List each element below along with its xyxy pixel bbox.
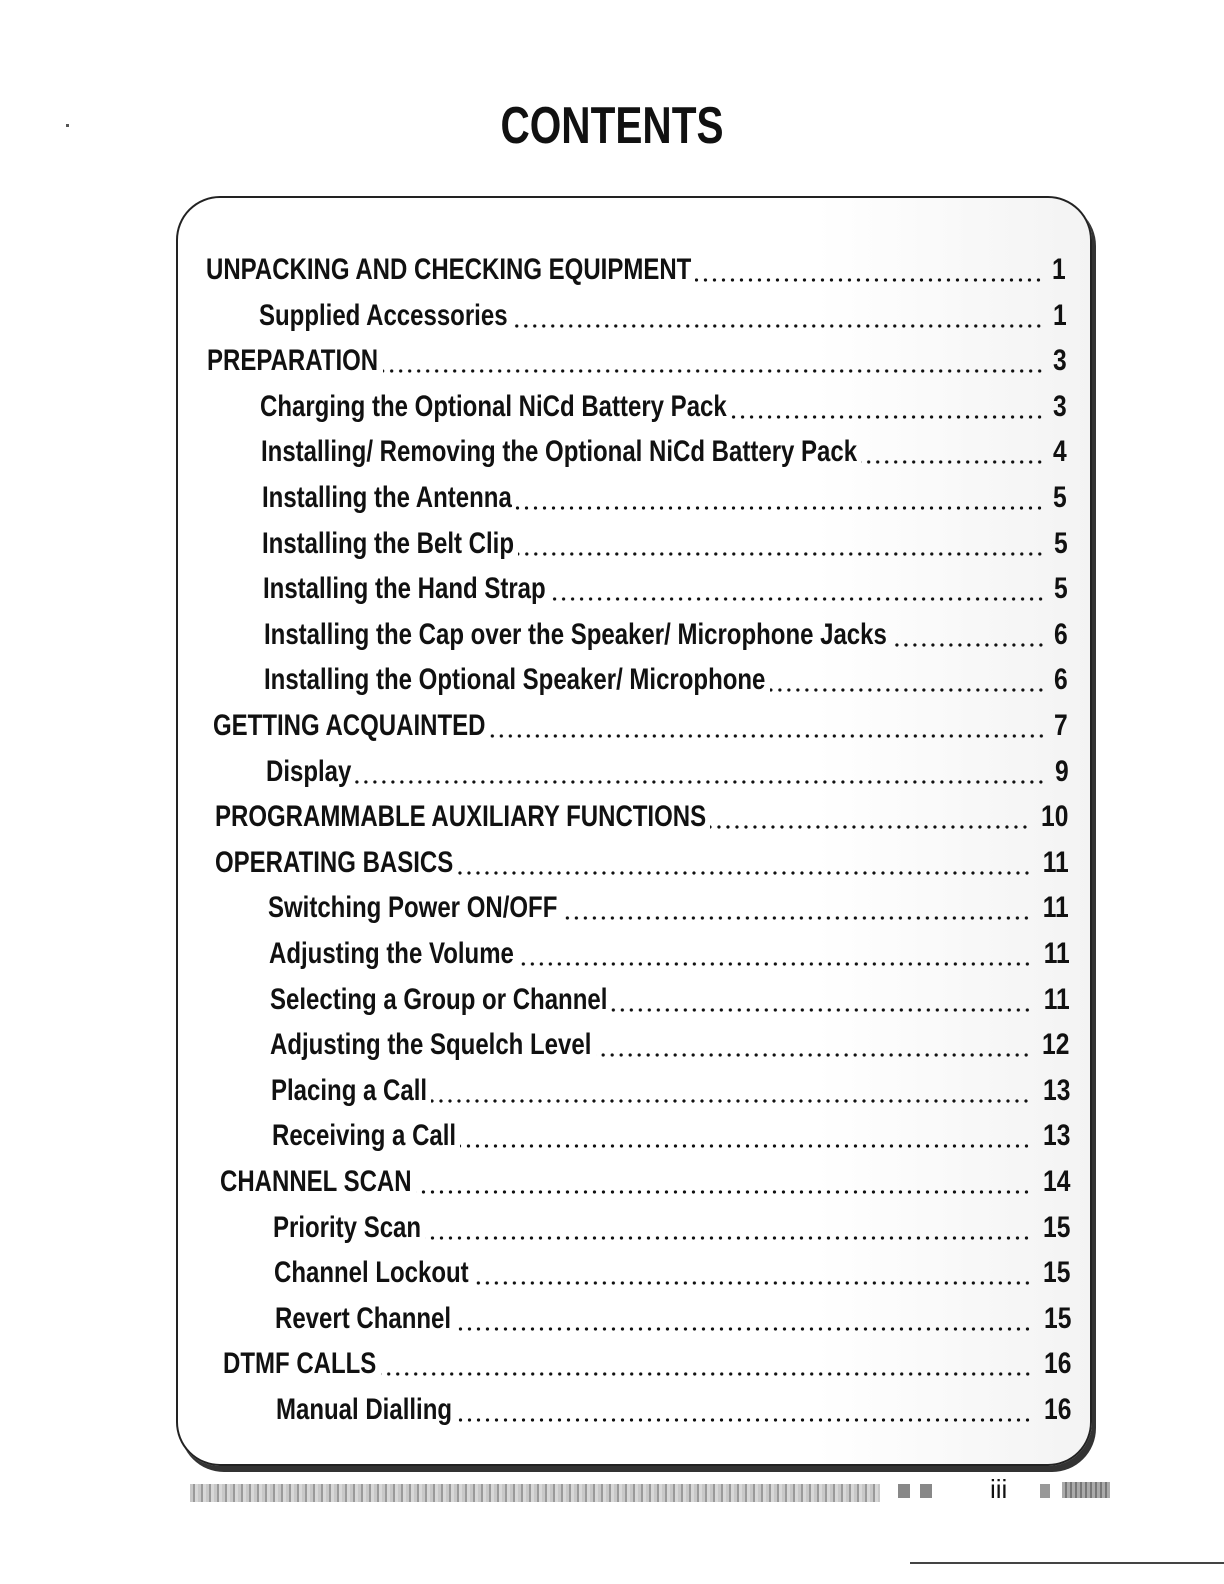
toc-entry-label: PROGRAMMABLE AUXILIARY FUNCTIONS — [214, 800, 706, 834]
toc-entry[interactable] — [262, 522, 1067, 566]
leader-dots — [455, 1327, 1032, 1331]
leader-dots — [731, 415, 1044, 419]
toc-entry[interactable] — [273, 1206, 1070, 1250]
footer-square — [898, 1484, 910, 1498]
toc-entry-label: OPERATING BASICS — [215, 845, 454, 879]
leader-dots — [596, 1053, 1031, 1057]
toc-entry[interactable] — [260, 385, 1066, 429]
toc-entry[interactable] — [207, 339, 1066, 383]
toc-entry-label: PREPARATION — [207, 344, 379, 378]
toc-entry[interactable] — [263, 567, 1067, 611]
bottom-rule — [910, 1562, 1224, 1564]
leader-dots — [695, 278, 1043, 282]
toc-entry-label: CHANNEL SCAN — [220, 1165, 412, 1198]
leader-dots — [425, 1236, 1031, 1240]
toc-entry[interactable] — [215, 841, 1068, 885]
leader-dots — [518, 962, 1032, 966]
toc-entry[interactable] — [271, 1069, 1070, 1113]
toc-entry-label: Charging the Optional NiCd Battery Pack — [260, 389, 727, 423]
toc-entry[interactable] — [270, 978, 1070, 1022]
leader-dots — [383, 369, 1044, 373]
toc-entry[interactable] — [264, 613, 1068, 657]
toc-entry[interactable] — [274, 1251, 1071, 1295]
toc-entry-page: 16 — [1043, 1347, 1072, 1381]
leader-dots — [473, 1281, 1032, 1285]
leader-dots — [861, 460, 1044, 464]
leader-dots — [891, 643, 1045, 647]
toc-entry-page: 9 — [1054, 754, 1069, 788]
toc-entry[interactable] — [266, 750, 1068, 794]
toc-entry-page: 15 — [1043, 1301, 1071, 1335]
toc-entry-label: Installing the Hand Strap — [263, 572, 546, 606]
toc-entry-label: Supplied Accessories — [258, 298, 508, 332]
toc-entry-label: Manual Dialling — [276, 1393, 453, 1426]
toc-entry-page: 16 — [1044, 1393, 1072, 1426]
toc-entry[interactable] — [264, 658, 1067, 702]
toc-entry-label: Priority Scan — [273, 1210, 422, 1244]
leader-dots — [490, 734, 1046, 738]
toc-entry[interactable] — [272, 1114, 1070, 1158]
leader-dots — [710, 825, 1029, 829]
leader-dots — [611, 1008, 1032, 1012]
toc-entry[interactable] — [268, 886, 1069, 930]
toc-entry[interactable] — [276, 1388, 1071, 1432]
toc-entry-page: 3 — [1052, 389, 1067, 423]
leader-dots — [561, 916, 1031, 920]
toc-entry[interactable] — [220, 1160, 1070, 1204]
toc-entry-page: 11 — [1042, 845, 1069, 879]
toc-entry-page: 6 — [1054, 663, 1068, 697]
toc-entry-label: Installing the Antenna — [261, 481, 512, 514]
toc-entry-page: 11 — [1043, 937, 1070, 970]
toc-entry-page: 13 — [1042, 1073, 1070, 1107]
toc-entry[interactable] — [262, 476, 1067, 520]
leader-dots — [355, 780, 1045, 784]
toc-entry-page: 13 — [1042, 1119, 1071, 1153]
toc-entry-label: DTMF CALLS — [223, 1347, 377, 1381]
toc-entry[interactable] — [275, 1297, 1071, 1341]
toc-entry-page: 5 — [1053, 572, 1068, 606]
toc-entry-label: Adjusting the Volume — [268, 937, 514, 970]
toc-entry-label: Adjusting the Squelch Level — [270, 1028, 592, 1062]
toc-entry-label: Installing the Belt Clip — [262, 526, 515, 560]
toc-entry[interactable] — [223, 1342, 1071, 1386]
page-number: iii — [990, 1474, 1008, 1504]
leader-dots — [416, 1190, 1031, 1194]
toc-entry[interactable] — [206, 248, 1066, 292]
toc-entry-page: 1 — [1052, 253, 1066, 286]
toc-entry-label: GETTING ACQUAINTED — [213, 709, 486, 742]
leader-dots — [381, 1372, 1032, 1376]
toc-entry-page: 14 — [1042, 1165, 1071, 1198]
leader-dots — [511, 324, 1043, 328]
leader-dots — [518, 552, 1044, 556]
leader-dots — [515, 506, 1044, 510]
toc-entry[interactable] — [261, 430, 1067, 474]
toc-entry-label: Revert Channel — [274, 1301, 451, 1335]
toc-entry-label: Receiving a Call — [271, 1119, 456, 1153]
toc-entry-page: 7 — [1054, 709, 1069, 742]
leader-dots — [550, 597, 1045, 601]
toc-entry-label: Installing the Cap over the Speaker/ Microphone Jacks — [263, 617, 887, 651]
toc-entry-label: Switching Power ON/OFF — [268, 891, 558, 925]
toc-entry-page: 10 — [1041, 800, 1069, 834]
toc-entry[interactable] — [259, 294, 1066, 338]
toc-entry-label: UNPACKING AND CHECKING EQUIPMENT — [206, 253, 692, 286]
toc-entry-page: 4 — [1053, 435, 1067, 469]
footer-square — [920, 1484, 932, 1498]
leader-dots — [460, 1144, 1031, 1148]
toc-entry-label: Channel Lockout — [273, 1256, 469, 1290]
leader-dots — [770, 688, 1045, 692]
toc-entry-page: 3 — [1052, 344, 1067, 378]
toc-entry-page: 1 — [1052, 298, 1067, 332]
toc-entry-page: 15 — [1043, 1210, 1071, 1244]
toc-entry-page: 5 — [1053, 481, 1068, 514]
toc-entry[interactable] — [269, 932, 1069, 976]
toc-entry-page: 11 — [1043, 891, 1070, 925]
toc-entry-page: 5 — [1053, 526, 1068, 560]
leader-dots — [456, 1418, 1032, 1422]
toc-entry-label: Display — [265, 754, 352, 788]
toc-entry-page: 6 — [1054, 617, 1068, 651]
toc-entry-label: Placing a Call — [270, 1073, 428, 1107]
toc-entry-label: Installing/ Removing the Optional NiCd Battery Pack — [260, 435, 857, 469]
leader-dots — [458, 871, 1031, 875]
toc-entry[interactable] — [270, 1023, 1069, 1067]
toc-entry-label: Selecting a Group or Channel — [269, 982, 607, 1016]
footer-decorative-bar — [190, 1484, 880, 1502]
toc-entry-page: 11 — [1043, 982, 1070, 1016]
toc-entry[interactable] — [215, 795, 1069, 839]
toc-entry[interactable] — [213, 704, 1068, 748]
footer-square — [1040, 1484, 1050, 1498]
page-title: CONTENTS — [500, 97, 724, 155]
footer-decorative-bar — [1062, 1482, 1110, 1498]
toc-entry-label: Installing the Optional Speaker/ Microphone — [264, 663, 766, 697]
toc-entry-page: 12 — [1042, 1028, 1070, 1062]
toc-entry-page: 15 — [1043, 1256, 1071, 1290]
leader-dots — [431, 1099, 1030, 1103]
